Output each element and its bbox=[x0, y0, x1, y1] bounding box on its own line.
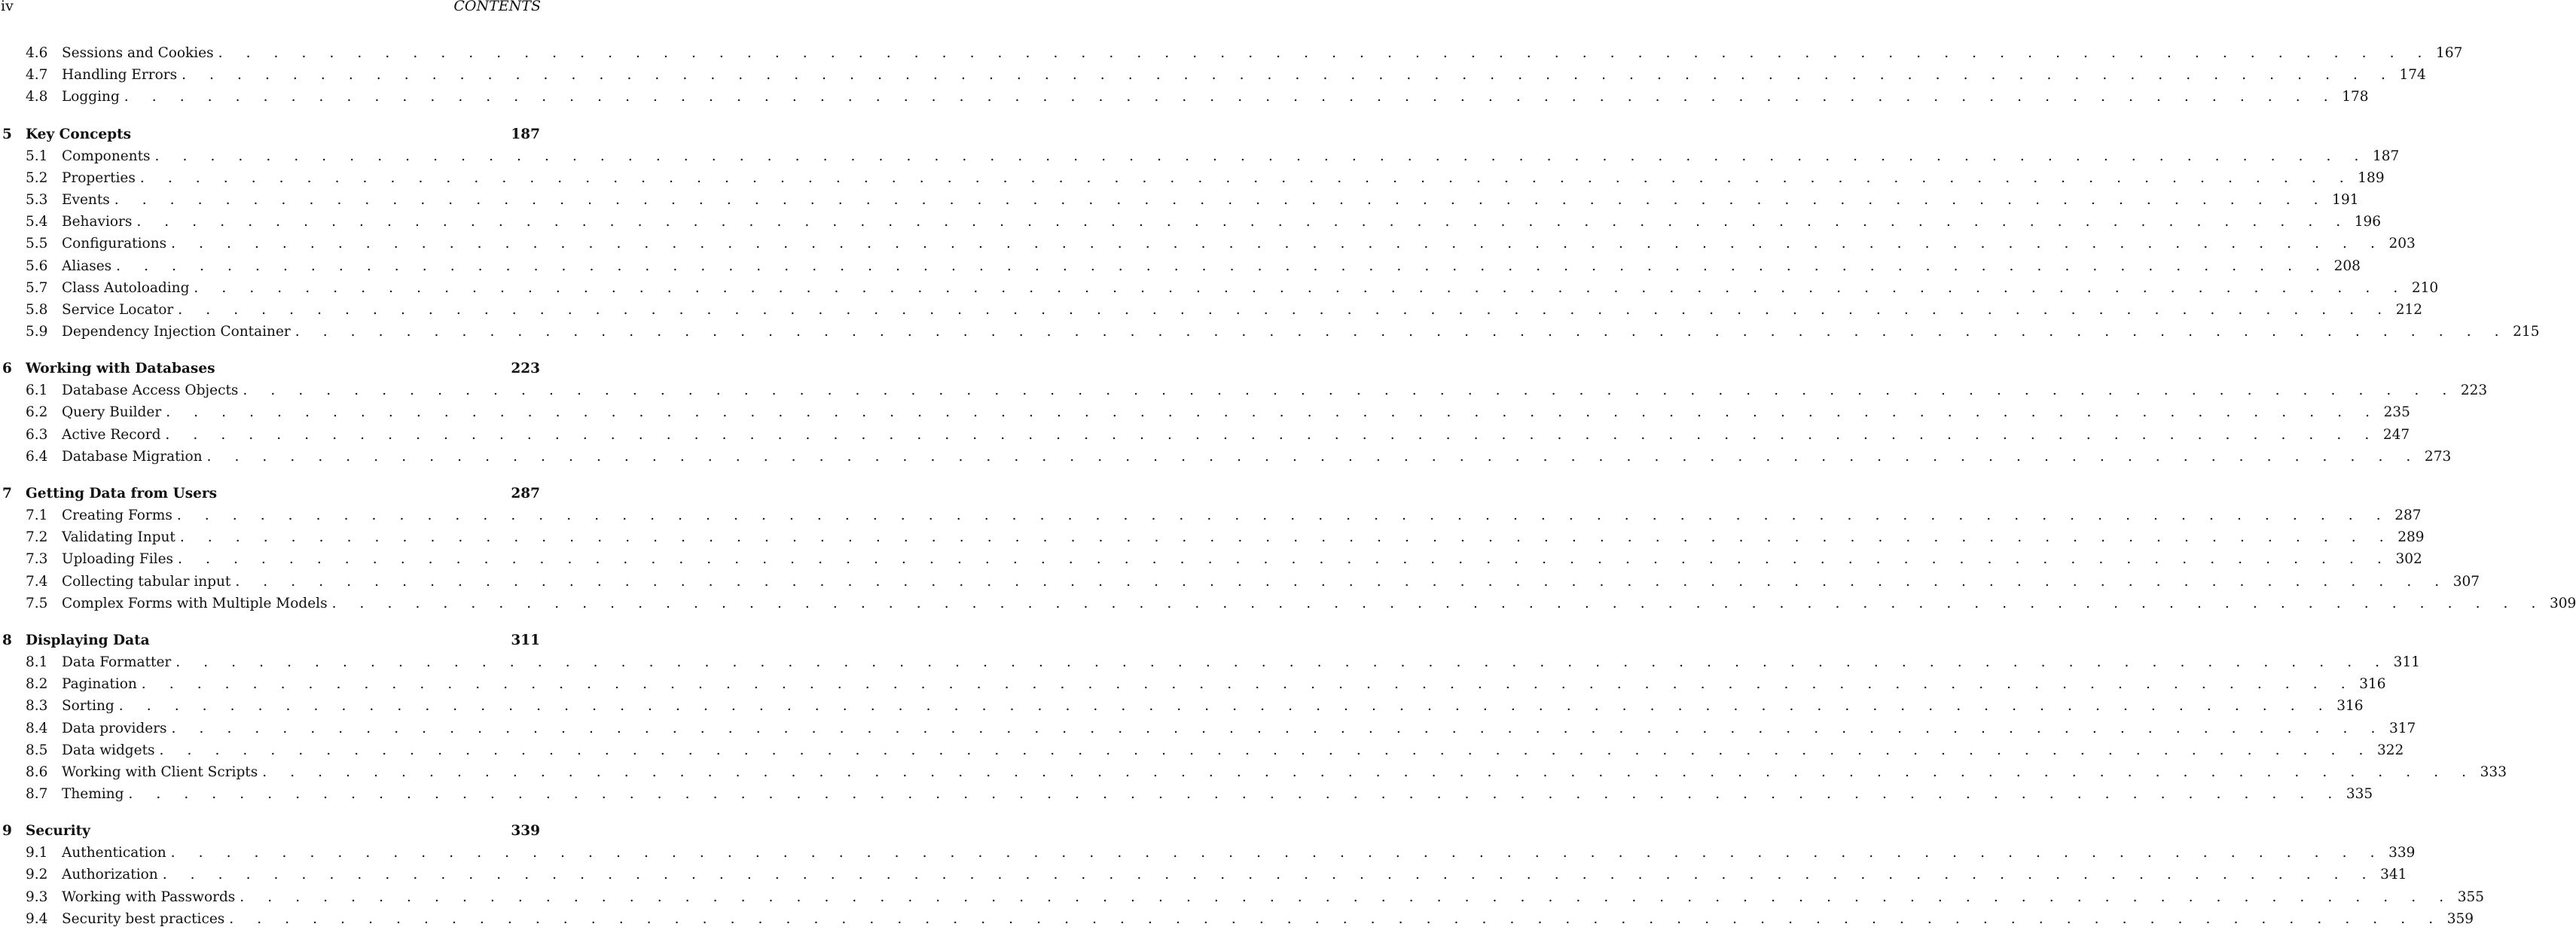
page-header bbox=[0, 0, 541, 17]
dot-leader: . . . . . . . . . . . . . . . . . . . . . . . . . . . . . . . . . . . . . . . . . . . . . . . . . . . . . . . . . . . . . . . . . . . . . . . . . . . . . . . . bbox=[178, 301, 2391, 318]
entry-page: 203 bbox=[2388, 236, 2416, 252]
chapter-title: Displaying Data bbox=[26, 632, 150, 648]
toc-entry[interactable] bbox=[0, 277, 2439, 299]
entry-title: Query Builder bbox=[62, 404, 162, 421]
entry-title: Components bbox=[62, 148, 151, 164]
toc-entry[interactable] bbox=[0, 526, 2425, 548]
entry-number: 9.1 bbox=[26, 845, 48, 861]
entry-page: 187 bbox=[2372, 148, 2400, 164]
chapter-page: 311 bbox=[511, 632, 540, 648]
entry-title: Complex Forms with Multiple Models bbox=[62, 595, 328, 611]
entry-page: 235 bbox=[2383, 404, 2410, 421]
entry-page: 316 bbox=[2336, 698, 2364, 715]
toc-entry[interactable] bbox=[0, 380, 2488, 401]
toc-entry[interactable] bbox=[0, 145, 2400, 167]
entry-page: 273 bbox=[2424, 448, 2452, 465]
entry-number: 9.3 bbox=[26, 889, 48, 905]
entry-number: 4.8 bbox=[26, 89, 48, 105]
entry-title: Data widgets bbox=[62, 742, 155, 758]
chapter-title: Working with Databases bbox=[26, 361, 215, 377]
page-number: iv bbox=[1, 0, 14, 14]
chapter-page: 223 bbox=[511, 361, 540, 377]
entry-title: Behaviors bbox=[62, 214, 133, 230]
entry-number: 8.6 bbox=[26, 764, 48, 780]
entry-number: 7.2 bbox=[26, 529, 48, 546]
toc-entry[interactable] bbox=[0, 321, 2540, 343]
entry-page: 302 bbox=[2395, 551, 2422, 568]
toc-chapter-heading[interactable] bbox=[0, 483, 541, 505]
entry-number: 6.3 bbox=[26, 426, 48, 443]
entry-number: 4.7 bbox=[26, 67, 48, 84]
entry-title: Database Access Objects bbox=[62, 383, 239, 399]
entry-page: 359 bbox=[2446, 910, 2474, 927]
dot-leader: . . . . . . . . . . . . . . . . . . . . . . . . . . . . . . . . . . . . . . . . . . . . . . . . . . . . . . . . . . . . . . . . . . . . . . . . . . . . . . . . bbox=[178, 551, 2391, 568]
entry-title: Sessions and Cookies bbox=[62, 45, 214, 61]
toc-chapter-heading[interactable] bbox=[0, 358, 541, 380]
entry-page: 311 bbox=[2393, 654, 2420, 670]
entry-title: Creating Forms bbox=[62, 508, 172, 523]
dot-leader: . . . . . . . . . . . . . . . . . . . . . . . . . . . . . . . . . . . . . . . . . . . . . . . . . . . . . . . . . . . . . . . . . . . . . . . . . . . . . . . . bbox=[162, 867, 2376, 883]
entry-number: 8.1 bbox=[26, 654, 48, 670]
toc-entry[interactable] bbox=[0, 233, 2416, 255]
entry-title: Theming bbox=[62, 786, 124, 803]
dot-leader: . . . . . . . . . . . . . . . . . . . . . . . . . . . . . . . . . . . . . . . . . . . . . . . . . . . . . . . . . . . . . . . . . . . . . . . . . . . . . . . . bbox=[124, 89, 2338, 105]
entry-title: Events bbox=[62, 191, 110, 208]
dot-leader: . . . . . . . . . . . . . . . . . . . . . . . . . . . . . . . . . . . . . . . . . . . . . . . . . . . . . . . . . . . . . . . . . . . . . . . . . . . . . . . . bbox=[165, 426, 2379, 443]
entry-page: 191 bbox=[2332, 191, 2359, 208]
entry-number: 5.9 bbox=[26, 324, 48, 340]
toc-entry[interactable] bbox=[0, 864, 2407, 886]
entry-title: Database Migration bbox=[62, 448, 203, 465]
toc-entry[interactable] bbox=[0, 42, 2463, 64]
toc-entry[interactable] bbox=[0, 424, 2410, 446]
table-of-contents bbox=[0, 42, 2576, 945]
entry-page: 167 bbox=[2436, 45, 2463, 61]
entry-title: Pagination bbox=[62, 676, 137, 693]
entry-title: Handling Errors bbox=[62, 67, 178, 84]
toc-entry[interactable] bbox=[0, 189, 2359, 211]
entry-number: 9.2 bbox=[26, 867, 48, 883]
toc-entry[interactable] bbox=[0, 908, 2474, 930]
entry-title: Authorization bbox=[62, 867, 158, 883]
entry-number: 5.5 bbox=[26, 236, 48, 252]
toc-entry[interactable] bbox=[0, 446, 2452, 468]
dot-leader: . . . . . . . . . . . . . . . . . . . . . . . . . . . . . . . . . . . . . . . . . . . . . . . . . . . . . . . . . . . . . . . . . . . . . . . . . . . . . . . . bbox=[235, 573, 2449, 590]
entry-page: 316 bbox=[2359, 676, 2386, 693]
entry-title: Security best practices bbox=[62, 910, 225, 927]
entry-title: Aliases bbox=[62, 258, 112, 274]
entry-title: Sorting bbox=[62, 698, 114, 715]
entry-number: 5.7 bbox=[26, 279, 48, 296]
toc-entry[interactable] bbox=[0, 255, 2361, 277]
dot-leader: . . . . . . . . . . . . . . . . . . . . . . . . . . . . . . . . . . . . . . . . . . . . . . . . . . . . . . . . . . . . . . . . . . . . . . . . . . . . . . . . bbox=[229, 910, 2443, 927]
entry-title: Class Autoloading bbox=[62, 279, 190, 296]
entry-title: Uploading Files bbox=[62, 551, 174, 568]
entry-page: 223 bbox=[2460, 383, 2488, 399]
dot-leader: . . . . . . . . . . . . . . . . . . . . . . . . . . . . . . . . . . . . . . . . . . . . . . . . . . . . . . . . . . . . . . . . . . . . . . . . . . . . . . . . bbox=[114, 191, 2328, 208]
entry-page: 355 bbox=[2457, 889, 2485, 905]
entry-page: 196 bbox=[2354, 214, 2382, 230]
toc-chapter-group bbox=[0, 629, 2507, 805]
entry-page: 309 bbox=[2549, 595, 2576, 611]
toc-entry[interactable] bbox=[0, 548, 2422, 570]
entry-title: Data Formatter bbox=[62, 654, 172, 670]
entry-page: 335 bbox=[2346, 786, 2373, 803]
entry-number: 8.7 bbox=[26, 786, 48, 803]
dot-leader: . . . . . . . . . . . . . . . . . . . . . . . . . . . . . . . . . . . . . . . . . . . . . . . . . . . . . . . . . . . . . . . . . . . . . . . . . . . . . . . . bbox=[171, 720, 2385, 736]
entry-number: 5.6 bbox=[26, 258, 48, 274]
entry-title: Data providers bbox=[62, 720, 167, 736]
dot-leader: . . . . . . . . . . . . . . . . . . . . . . . . . . . . . . . . . . . . . . . . . . . . . . . . . . . . . . . . . . . . . . . . . . . . . . . . . . . . . . . . bbox=[331, 595, 2545, 611]
dot-leader: . . . . . . . . . . . . . . . . . . . . . . . . . . . . . . . . . . . . . . . . . . . . . . . . . . . . . . . . . . . . . . . . . . . . . . . . . . . . . . . . bbox=[118, 698, 2333, 715]
entry-title: Dependency Injection Container bbox=[62, 324, 291, 340]
toc-entry[interactable] bbox=[0, 571, 2480, 593]
toc-chapter-group bbox=[0, 483, 2576, 614]
running-title: CONTENTS bbox=[453, 0, 541, 14]
dot-leader: . . . . . . . . . . . . . . . . . . . . . . . . . . . . . . . . . . . . . . . . . . . . . . . . . . . . . . . . . . . . . . . . . . . . . . . . . . . . . . . . bbox=[218, 45, 2432, 61]
entry-number: 5.1 bbox=[26, 148, 48, 164]
entry-number: 5.2 bbox=[26, 169, 48, 186]
dot-leader: . . . . . . . . . . . . . . . . . . . . . . . . . . . . . . . . . . . . . . . . . . . . . . . . . . . . . . . . . . . . . . . . . . . . . . . . . . . . . . . . bbox=[206, 448, 2420, 465]
dot-leader: . . . . . . . . . . . . . . . . . . . . . . . . . . . . . . . . . . . . . . . . . . . . . . . . . . . . . . . . . . . . . . . . . . . . . . . . . . . . . . . . bbox=[139, 169, 2354, 186]
entry-page: 189 bbox=[2358, 169, 2385, 186]
dot-leader: . . . . . . . . . . . . . . . . . . . . . . . . . . . . . . . . . . . . . . . . . . . . . . . . . . . . . . . . . . . . . . . . . . . . . . . . . . . . . . . . bbox=[295, 324, 2509, 340]
entry-title: Logging bbox=[62, 89, 120, 105]
entry-title: Collecting tabular input bbox=[62, 573, 231, 590]
toc-entry[interactable] bbox=[0, 86, 2369, 108]
chapter-num: 7 bbox=[2, 486, 12, 501]
toc-entry[interactable] bbox=[0, 718, 2416, 739]
entry-number: 8.4 bbox=[26, 720, 48, 736]
chapter-page: 187 bbox=[511, 126, 540, 142]
entry-number: 7.1 bbox=[26, 508, 48, 523]
entry-page: 178 bbox=[2342, 89, 2369, 105]
toc-chapter-group bbox=[0, 42, 2463, 108]
entry-number: 6.1 bbox=[26, 383, 48, 399]
toc-entry[interactable] bbox=[0, 505, 2422, 526]
toc-entry[interactable] bbox=[0, 886, 2485, 908]
dot-leader: . . . . . . . . . . . . . . . . . . . . . . . . . . . . . . . . . . . . . . . . . . . . . . . . . . . . . . . . . . . . . . . . . . . . . . . . . . . . . . . . bbox=[171, 236, 2385, 252]
chapter-page: 287 bbox=[511, 486, 540, 501]
chapter-title: Security bbox=[26, 823, 90, 840]
entry-title: Service Locator bbox=[62, 301, 174, 318]
chapter-title: Getting Data from Users bbox=[26, 486, 218, 501]
toc-chapter-group bbox=[0, 358, 2488, 468]
dot-leader: . . . . . . . . . . . . . . . . . . . . . . . . . . . . . . . . . . . . . . . . . . . . . . . . . . . . . . . . . . . . . . . . . . . . . . . . . . . . . . . . bbox=[116, 258, 2330, 274]
toc-entry[interactable] bbox=[0, 842, 2416, 864]
chapter-num: 8 bbox=[2, 632, 12, 648]
dot-leader: . . . . . . . . . . . . . . . . . . . . . . . . . . . . . . . . . . . . . . . . . . . . . . . . . . . . . . . . . . . . . . . . . . . . . . . . . . . . . . . . bbox=[176, 508, 2391, 523]
chapter-title: Key Concepts bbox=[26, 126, 132, 142]
entry-title: Active Record bbox=[62, 426, 161, 443]
entry-number: 4.6 bbox=[26, 45, 48, 61]
entry-page: 210 bbox=[2411, 279, 2439, 296]
entry-page: 333 bbox=[2480, 764, 2507, 780]
entry-page: 215 bbox=[2513, 324, 2540, 340]
dot-leader: . . . . . . . . . . . . . . . . . . . . . . . . . . . . . . . . . . . . . . . . . . . . . . . . . . . . . . . . . . . . . . . . . . . . . . . . . . . . . . . . bbox=[182, 67, 2395, 84]
entry-number: 8.2 bbox=[26, 676, 48, 693]
entry-title: Working with Client Scripts bbox=[62, 764, 258, 780]
entry-title: Authentication bbox=[62, 845, 166, 861]
entry-number: 5.4 bbox=[26, 214, 48, 230]
toc-chapter-heading[interactable] bbox=[0, 123, 541, 145]
entry-title: Properties bbox=[62, 169, 136, 186]
entry-number: 6.4 bbox=[26, 448, 48, 465]
entry-page: 317 bbox=[2388, 720, 2416, 736]
toc-chapter-heading[interactable] bbox=[0, 629, 541, 651]
entry-page: 287 bbox=[2394, 508, 2422, 523]
entry-number: 5.3 bbox=[26, 191, 48, 208]
dot-leader: . . . . . . . . . . . . . . . . . . . . . . . . . . . . . . . . . . . . . . . . . . . . . . . . . . . . . . . . . . . . . . . . . . . . . . . . . . . . . . . . bbox=[175, 654, 2389, 670]
dot-leader: . . . . . . . . . . . . . . . . . . . . . . . . . . . . . . . . . . . . . . . . . . . . . . . . . . . . . . . . . . . . . . . . . . . . . . . . . . . . . . . . bbox=[141, 676, 2355, 693]
chapter-num: 5 bbox=[2, 126, 12, 142]
toc-entry[interactable] bbox=[0, 783, 2373, 805]
toc-entry[interactable] bbox=[0, 651, 2420, 673]
toc-entry[interactable] bbox=[0, 695, 2364, 717]
entry-page: 307 bbox=[2452, 573, 2480, 590]
entry-number: 7.4 bbox=[26, 573, 48, 590]
dot-leader: . . . . . . . . . . . . . . . . . . . . . . . . . . . . . . . . . . . . . . . . . . . . . . . . . . . . . . . . . . . . . . . . . . . . . . . . . . . . . . . . bbox=[154, 148, 2368, 164]
entry-page: 174 bbox=[2399, 67, 2426, 84]
toc-entry[interactable] bbox=[0, 673, 2386, 695]
toc-entry[interactable] bbox=[0, 64, 2426, 86]
entry-page: 212 bbox=[2395, 301, 2422, 318]
entry-number: 6.2 bbox=[26, 404, 48, 421]
entry-number: 9.4 bbox=[26, 910, 48, 927]
dot-leader: . . . . . . . . . . . . . . . . . . . . . . . . . . . . . . . . . . . . . . . . . . . . . . . . . . . . . . . . . . . . . . . . . . . . . . . . . . . . . . . . bbox=[136, 214, 2350, 230]
entry-number: 7.5 bbox=[26, 595, 48, 611]
dot-leader: . . . . . . . . . . . . . . . . . . . . . . . . . . . . . . . . . . . . . . . . . . . . . . . . . . . . . . . . . . . . . . . . . . . . . . . . . . . . . . . . bbox=[194, 279, 2407, 296]
entry-number: 7.3 bbox=[26, 551, 48, 568]
dot-leader: . . . . . . . . . . . . . . . . . . . . . . . . . . . . . . . . . . . . . . . . . . . . . . . . . . . . . . . . . . . . . . . . . . . . . . . . . . . . . . . . bbox=[159, 742, 2373, 758]
toc-chapter-group bbox=[0, 123, 2540, 343]
toc-entry[interactable] bbox=[0, 401, 2410, 423]
toc-entry[interactable] bbox=[0, 761, 2507, 783]
dot-leader: . . . . . . . . . . . . . . . . . . . . . . . . . . . . . . . . . . . . . . . . . . . . . . . . . . . . . . . . . . . . . . . . . . . . . . . . . . . . . . . . bbox=[170, 845, 2385, 861]
dot-leader: . . . . . . . . . . . . . . . . . . . . . . . . . . . . . . . . . . . . . . . . . . . . . . . . . . . . . . . . . . . . . . . . . . . . . . . . . . . . . . . . bbox=[179, 529, 2394, 546]
dot-leader: . . . . . . . . . . . . . . . . . . . . . . . . . . . . . . . . . . . . . . . . . . . . . . . . . . . . . . . . . . . . . . . . . . . . . . . . . . . . . . . . bbox=[240, 889, 2453, 905]
entry-number: 5.8 bbox=[26, 301, 48, 318]
entry-page: 208 bbox=[2333, 258, 2361, 274]
toc-entry[interactable] bbox=[0, 739, 2404, 761]
entry-page: 247 bbox=[2382, 426, 2410, 443]
toc-entry[interactable] bbox=[0, 211, 2382, 233]
entry-title: Validating Input bbox=[62, 529, 175, 546]
entry-page: 341 bbox=[2380, 867, 2407, 883]
entry-page: 339 bbox=[2388, 845, 2416, 861]
entry-page: 322 bbox=[2376, 742, 2404, 758]
toc-chapter-heading[interactable] bbox=[0, 820, 541, 842]
dot-leader: . . . . . . . . . . . . . . . . . . . . . . . . . . . . . . . . . . . . . . . . . . . . . . . . . . . . . . . . . . . . . . . . . . . . . . . . . . . . . . . . bbox=[128, 786, 2342, 803]
toc-entry[interactable] bbox=[0, 593, 2576, 614]
entry-page: 289 bbox=[2397, 529, 2425, 546]
chapter-page: 339 bbox=[511, 823, 540, 840]
entry-number: 8.3 bbox=[26, 698, 48, 715]
toc-entry[interactable] bbox=[0, 167, 2385, 189]
dot-leader: . . . . . . . . . . . . . . . . . . . . . . . . . . . . . . . . . . . . . . . . . . . . . . . . . . . . . . . . . . . . . . . . . . . . . . . . . . . . . . . . bbox=[243, 383, 2456, 399]
dot-leader: . . . . . . . . . . . . . . . . . . . . . . . . . . . . . . . . . . . . . . . . . . . . . . . . . . . . . . . . . . . . . . . . . . . . . . . . . . . . . . . . bbox=[262, 764, 2476, 780]
entry-title: Configurations bbox=[62, 236, 167, 252]
entry-number: 8.5 bbox=[26, 742, 48, 758]
entry-title: Working with Passwords bbox=[62, 889, 236, 905]
toc-entry[interactable] bbox=[0, 299, 2422, 321]
chapter-num: 6 bbox=[2, 361, 12, 377]
dot-leader: . . . . . . . . . . . . . . . . . . . . . . . . . . . . . . . . . . . . . . . . . . . . . . . . . . . . . . . . . . . . . . . . . . . . . . . . . . . . . . . . bbox=[166, 404, 2379, 421]
toc-chapter-group bbox=[0, 820, 2485, 930]
chapter-num: 9 bbox=[2, 823, 12, 840]
